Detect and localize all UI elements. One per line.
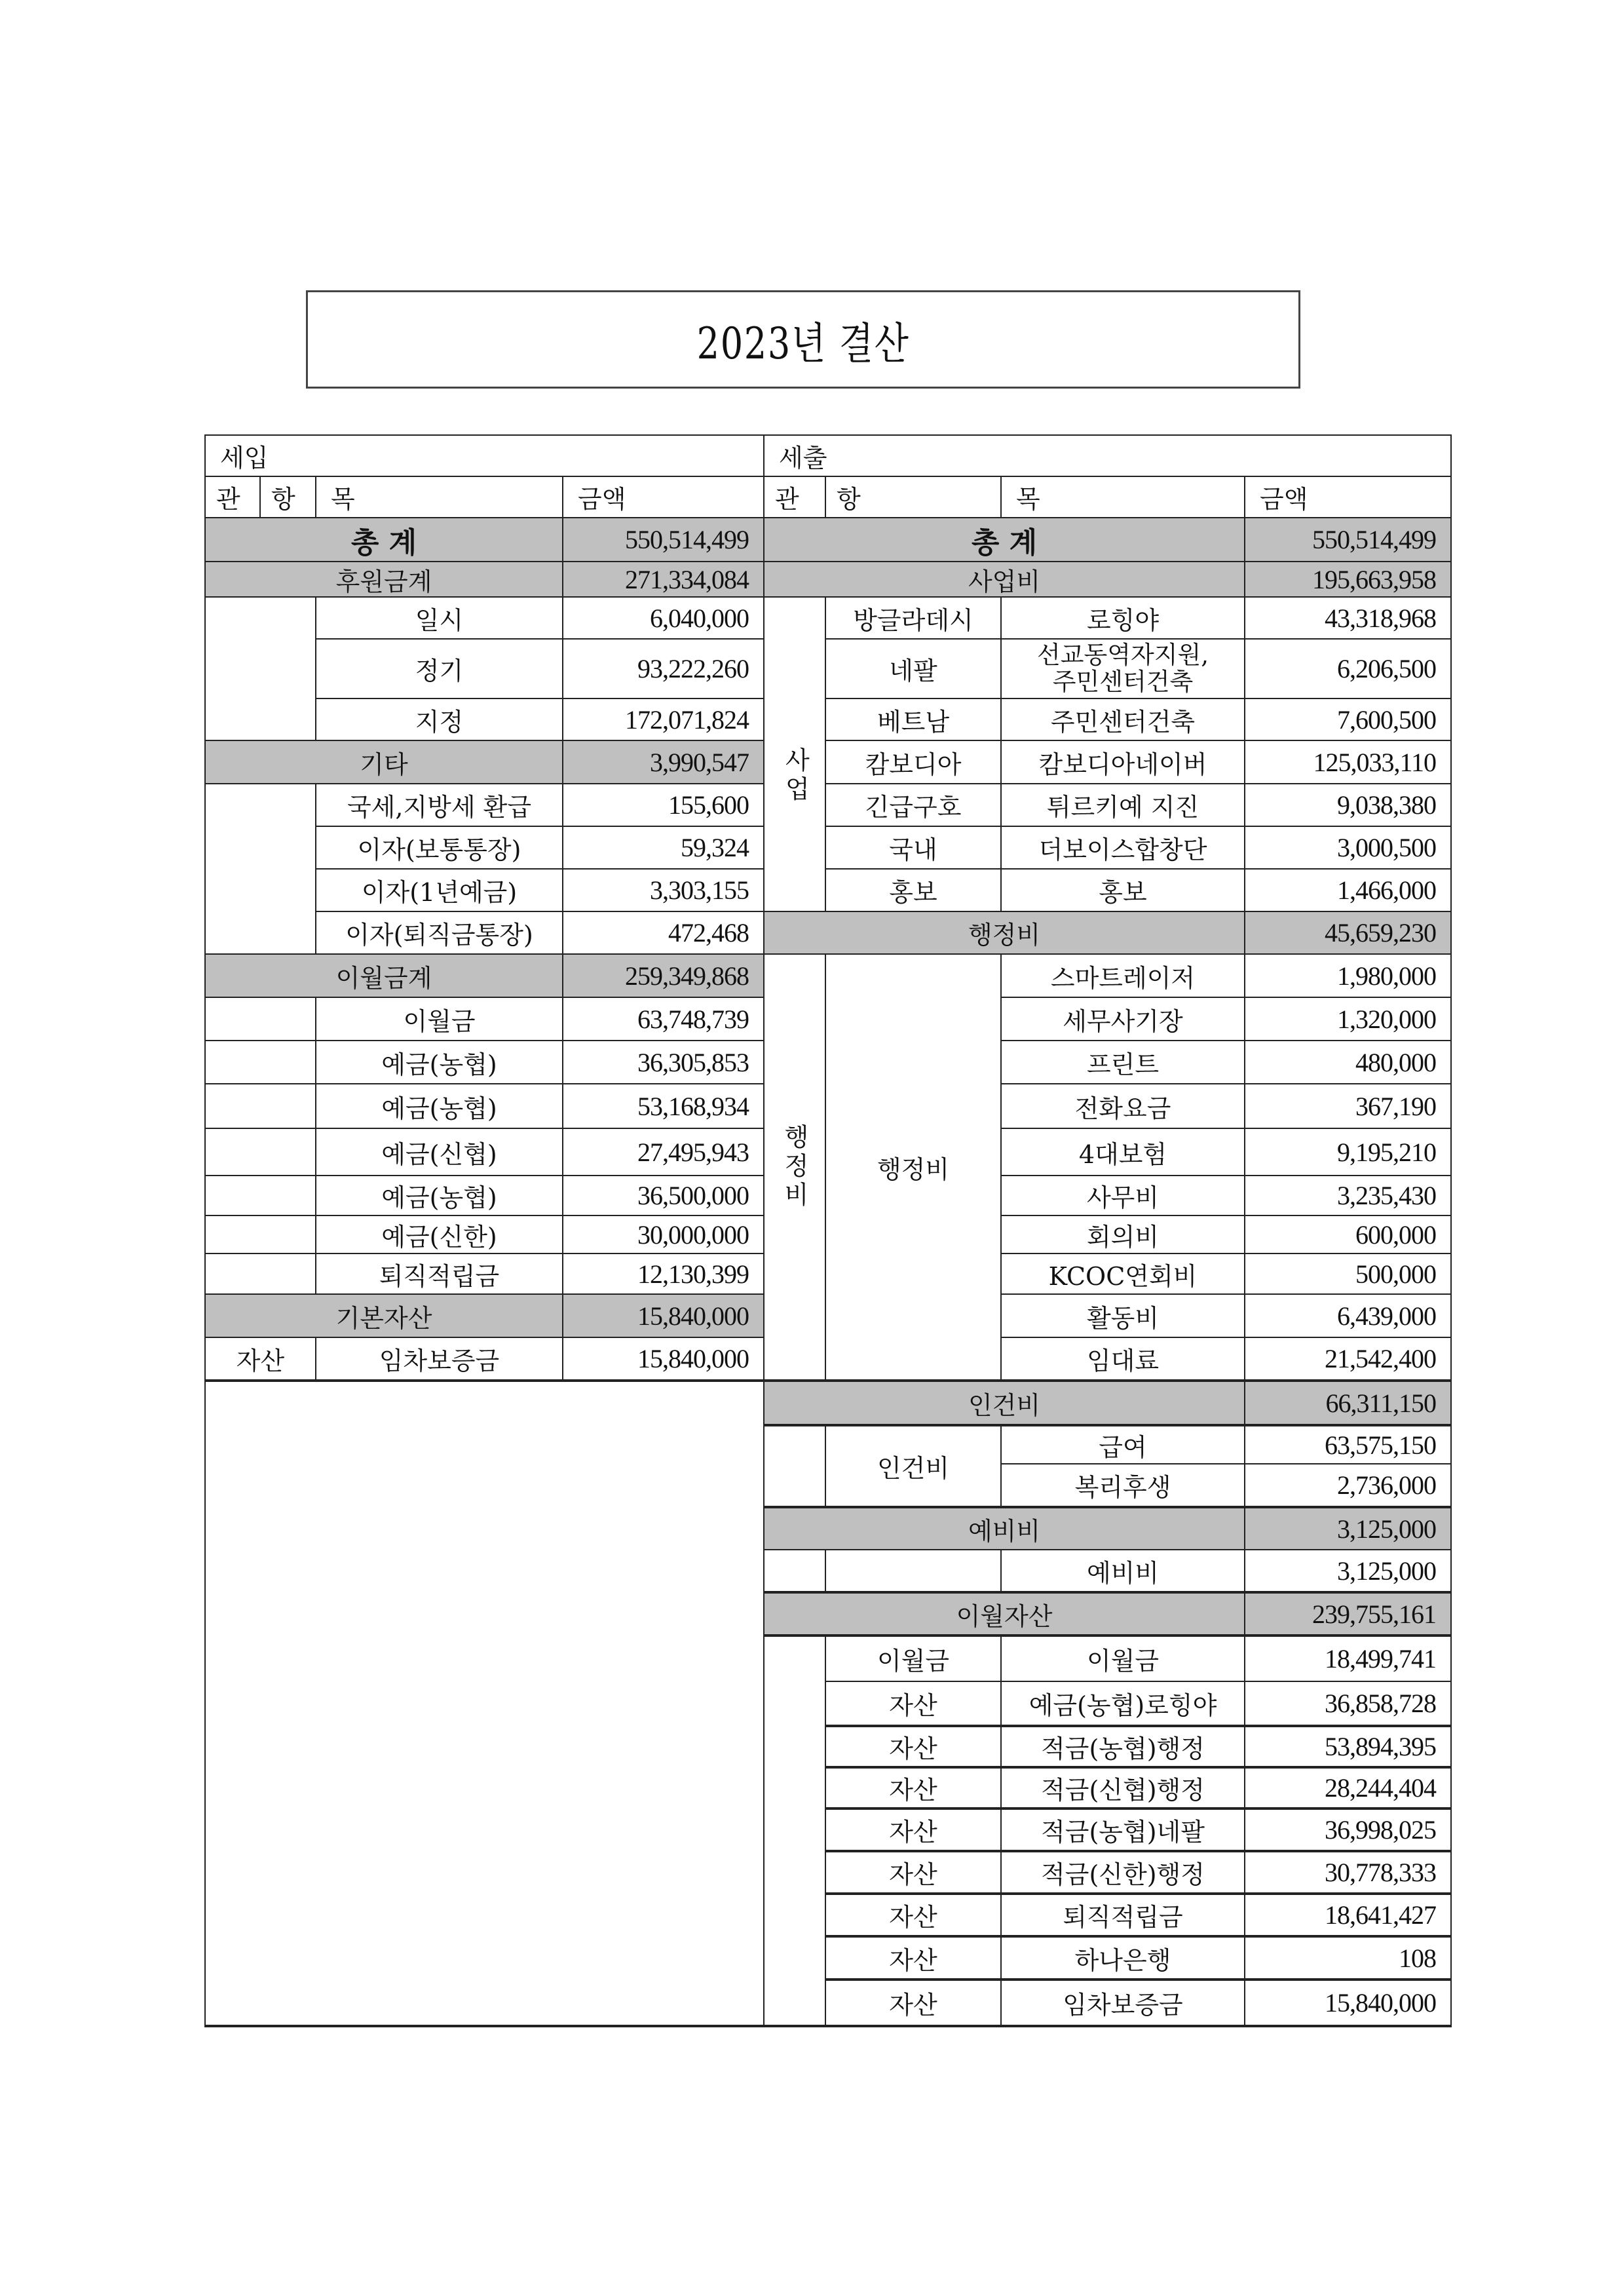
income-row-mok: 이자(퇴직금통장) xyxy=(315,911,563,955)
expense-row-hang: 네팔 xyxy=(825,638,1002,699)
expense-row-amount: 18,641,427 xyxy=(1244,1892,1452,1936)
document-title: 2023년 결산 xyxy=(696,318,910,369)
expense-header-gwan: 관 xyxy=(763,476,826,518)
income-row-amount: 15,840,000 xyxy=(562,1337,765,1381)
expense-header-mok: 목 xyxy=(1000,476,1245,518)
expense-row-amount: 28,244,404 xyxy=(1244,1766,1452,1808)
expense-row-amount: 7,600,500 xyxy=(1244,698,1452,741)
expense-row-mok: 예금(농협)로힝야 xyxy=(1000,1681,1245,1726)
income-row-amount: 59,324 xyxy=(562,826,765,870)
expense-row-mok: 회의비 xyxy=(1000,1215,1245,1254)
expense-row-mok: 적금(신한)행정 xyxy=(1000,1850,1245,1894)
carryover-empty-cell xyxy=(204,1128,316,1176)
income-row-mok: 예금(농협) xyxy=(315,1040,563,1084)
expense-row-hang: 자산 xyxy=(825,1978,1002,2027)
expense-row-hang: 자산 xyxy=(825,1725,1002,1767)
income-row-amount: 36,305,853 xyxy=(562,1040,765,1084)
expense-row-hang: 긴급구호 xyxy=(825,783,1002,827)
carryover-subtotal-amount: 259,349,868 xyxy=(562,953,765,998)
reserve-empty-hang xyxy=(825,1549,1002,1592)
expense-row-amount: 600,000 xyxy=(1244,1215,1452,1254)
expense-row-hang: 캄보디아 xyxy=(825,740,1002,784)
expense-row-mok: 이월금 xyxy=(1000,1634,1245,1682)
expense-row-amount: 1,980,000 xyxy=(1244,953,1452,998)
income-row-amount: 172,071,824 xyxy=(562,698,765,741)
expense-row-amount: 63,575,150 xyxy=(1244,1424,1452,1464)
carryover-assets-subtotal-label: 이월자산 xyxy=(763,1591,1245,1636)
income-row-mok: 이월금 xyxy=(315,997,563,1041)
income-row-mok: 일시 xyxy=(315,596,563,640)
expense-row-mok-line2: 주민센터건축 xyxy=(1052,667,1194,696)
expense-row-mok: 프린트 xyxy=(1000,1040,1245,1084)
expense-row-mok: 홍보 xyxy=(1000,868,1245,912)
expense-total-label: 총 계 xyxy=(763,517,1245,562)
expense-row-hang: 국내 xyxy=(825,826,1002,870)
personnel-empty-gwan xyxy=(763,1424,826,1507)
personnel-subtotal-label: 인건비 xyxy=(763,1379,1245,1425)
expense-row-mok: 하나은행 xyxy=(1000,1935,1245,1980)
income-row-amount: 12,130,399 xyxy=(562,1253,765,1295)
carryover-assets-empty-gwan xyxy=(763,1634,826,2027)
income-row-mok: 이자(1년예금) xyxy=(315,868,563,912)
donations-subtotal-label: 후원금계 xyxy=(204,561,563,598)
expense-row-mok: KCOC연회비 xyxy=(1000,1253,1245,1295)
income-row-mok: 임차보증금 xyxy=(315,1337,563,1381)
expense-row-hang: 홍보 xyxy=(825,868,1002,912)
expense-row-amount: 3,125,000 xyxy=(1244,1549,1452,1592)
expense-row-amount: 1,466,000 xyxy=(1244,868,1452,912)
project-subtotal-amount: 195,663,958 xyxy=(1244,561,1452,598)
income-row-gwan: 자산 xyxy=(204,1337,316,1381)
expense-row-hang: 자산 xyxy=(825,1766,1002,1808)
expense-row-mok: 임대료 xyxy=(1000,1337,1245,1381)
expense-row-mok-line1: 선교동역자지원, xyxy=(1037,640,1209,669)
expense-row-mok: 활동비 xyxy=(1000,1293,1245,1338)
carryover-empty-cell xyxy=(204,1083,316,1129)
income-total-amount: 550,514,499 xyxy=(562,517,765,562)
expense-row-mok: 전화요금 xyxy=(1000,1083,1245,1129)
income-row-mok: 예금(신한) xyxy=(315,1215,563,1254)
expense-row-mok: 사무비 xyxy=(1000,1175,1245,1216)
project-gwan-text: 사업 xyxy=(780,746,810,805)
expense-row-mok: 적금(신협)행정 xyxy=(1000,1766,1245,1808)
personnel-hang-label: 인건비 xyxy=(825,1424,1002,1507)
expense-row-amount: 1,320,000 xyxy=(1244,997,1452,1041)
income-row-mok: 예금(농협) xyxy=(315,1175,563,1216)
expense-row-amount: 53,894,395 xyxy=(1244,1725,1452,1767)
carryover-empty-cell xyxy=(204,1253,316,1295)
income-row-mok: 정기 xyxy=(315,638,563,699)
expense-row-mok: 급여 xyxy=(1000,1424,1245,1464)
expense-row-amount: 43,318,968 xyxy=(1244,596,1452,640)
expense-row-hang: 베트남 xyxy=(825,698,1002,741)
expense-row-mok: 임차보증금 xyxy=(1000,1978,1245,2027)
reserve-empty-gwan xyxy=(763,1549,826,1592)
expense-row-mok: 4대보험 xyxy=(1000,1128,1245,1176)
carryover-subtotal-label: 이월금계 xyxy=(204,953,563,998)
expense-row-amount: 18,499,741 xyxy=(1244,1634,1452,1682)
expense-row-mok: 세무사기장 xyxy=(1000,997,1245,1041)
expense-row-amount: 9,195,210 xyxy=(1244,1128,1452,1176)
income-header-amount: 금액 xyxy=(562,476,765,518)
expense-row-amount: 36,998,025 xyxy=(1244,1807,1452,1851)
income-row-mok: 예금(농협) xyxy=(315,1083,563,1129)
donations-subtotal-amount: 271,334,084 xyxy=(562,561,765,598)
income-row-mok: 예금(신협) xyxy=(315,1128,563,1176)
income-row-amount: 27,495,943 xyxy=(562,1128,765,1176)
income-row-mok: 이자(보통통장) xyxy=(315,826,563,870)
expense-row-amount: 3,000,500 xyxy=(1244,826,1452,870)
document-title-box xyxy=(306,290,1300,389)
admin-subtotal-amount: 45,659,230 xyxy=(1244,911,1452,955)
expense-row-mok: 복리후생 xyxy=(1000,1463,1245,1507)
project-gwan-label xyxy=(763,596,826,955)
personnel-subtotal-amount: 66,311,150 xyxy=(1244,1379,1452,1425)
expense-row-amount: 6,439,000 xyxy=(1244,1293,1452,1338)
expense-row-hang: 이월금 xyxy=(825,1634,1002,1682)
expense-row-amount: 125,033,110 xyxy=(1244,740,1452,784)
expense-row-mok: 튀르키예 지진 xyxy=(1000,783,1245,827)
income-row-amount: 63,748,739 xyxy=(562,997,765,1041)
other-subtotal-amount: 3,990,547 xyxy=(562,740,765,784)
income-header-gwan: 관 xyxy=(204,476,261,518)
admin-hang-label: 행정비 xyxy=(825,953,1002,1381)
admin-gwan-label xyxy=(763,953,826,1381)
expense-row-amount: 6,206,500 xyxy=(1244,638,1452,699)
income-row-amount: 36,500,000 xyxy=(562,1175,765,1216)
expense-row-hang: 자산 xyxy=(825,1850,1002,1894)
expense-row-mok: 로힝야 xyxy=(1000,596,1245,640)
expense-section-label: 세출 xyxy=(763,434,1452,477)
expense-row-hang: 방글라데시 xyxy=(825,596,1002,640)
income-row-amount: 472,468 xyxy=(562,911,765,955)
carryover-empty-cell xyxy=(204,997,316,1041)
expense-row-amount: 21,542,400 xyxy=(1244,1337,1452,1381)
income-header-hang: 항 xyxy=(259,476,316,518)
expense-row-amount: 367,190 xyxy=(1244,1083,1452,1129)
income-row-amount: 53,168,934 xyxy=(562,1083,765,1129)
carryover-empty-cell xyxy=(204,1175,316,1216)
expense-row-amount: 500,000 xyxy=(1244,1253,1452,1295)
carryover-empty-cell xyxy=(204,1215,316,1254)
expense-row-hang: 자산 xyxy=(825,1807,1002,1851)
carryover-assets-subtotal-amount: 239,755,161 xyxy=(1244,1591,1452,1636)
income-row-mok: 국세,지방세 환급 xyxy=(315,783,563,827)
income-section-label: 세입 xyxy=(204,434,765,477)
income-row-amount: 3,303,155 xyxy=(562,868,765,912)
expense-total-amount: 550,514,499 xyxy=(1244,517,1452,562)
carryover-empty-cell xyxy=(204,1040,316,1084)
income-header-mok: 목 xyxy=(315,476,563,518)
expense-row-hang: 자산 xyxy=(825,1935,1002,1980)
expense-row-amount: 30,778,333 xyxy=(1244,1850,1452,1894)
expense-row-mok: 캄보디아네이버 xyxy=(1000,740,1245,784)
reserve-subtotal-amount: 3,125,000 xyxy=(1244,1506,1452,1550)
expense-header-amount: 금액 xyxy=(1244,476,1452,518)
donations-empty-cell xyxy=(204,596,316,741)
expense-row-amount: 15,840,000 xyxy=(1244,1978,1452,2027)
expense-row-amount: 3,235,430 xyxy=(1244,1175,1452,1216)
income-row-amount: 155,600 xyxy=(562,783,765,827)
expense-row-mok xyxy=(1000,638,1245,699)
reserve-subtotal-label: 예비비 xyxy=(763,1506,1245,1550)
expense-row-mok: 스마트레이저 xyxy=(1000,953,1245,998)
expense-row-amount: 480,000 xyxy=(1244,1040,1452,1084)
expense-row-mok: 더보이스합창단 xyxy=(1000,826,1245,870)
expense-row-mok: 예비비 xyxy=(1000,1549,1245,1592)
other-subtotal-label: 기타 xyxy=(204,740,563,784)
expense-row-amount: 2,736,000 xyxy=(1244,1463,1452,1507)
basic-assets-subtotal-amount: 15,840,000 xyxy=(562,1293,765,1338)
income-row-amount: 93,222,260 xyxy=(562,638,765,699)
expense-row-amount: 36,858,728 xyxy=(1244,1681,1452,1726)
expense-header-hang: 항 xyxy=(825,476,1002,518)
admin-subtotal-label: 행정비 xyxy=(763,911,1245,955)
basic-assets-subtotal-label: 기본자산 xyxy=(204,1293,563,1338)
income-row-mok: 지정 xyxy=(315,698,563,741)
expense-row-hang: 자산 xyxy=(825,1892,1002,1936)
expense-row-mok: 퇴직적립금 xyxy=(1000,1892,1245,1936)
income-empty-area xyxy=(204,1379,765,2027)
admin-gwan-text: 행정비 xyxy=(780,1124,809,1210)
expense-row-mok: 적금(농협)행정 xyxy=(1000,1725,1245,1767)
expense-row-amount: 9,038,380 xyxy=(1244,783,1452,827)
income-row-mok: 퇴직적립금 xyxy=(315,1253,563,1295)
income-row-amount: 30,000,000 xyxy=(562,1215,765,1254)
other-empty-cell xyxy=(204,783,316,955)
income-total-label: 총 계 xyxy=(204,517,563,562)
expense-row-mok: 주민센터건축 xyxy=(1000,698,1245,741)
expense-row-mok: 적금(농협)네팔 xyxy=(1000,1807,1245,1851)
expense-row-hang: 자산 xyxy=(825,1681,1002,1726)
expense-row-amount: 108 xyxy=(1244,1935,1452,1980)
income-row-amount: 6,040,000 xyxy=(562,596,765,640)
project-subtotal-label: 사업비 xyxy=(763,561,1245,598)
